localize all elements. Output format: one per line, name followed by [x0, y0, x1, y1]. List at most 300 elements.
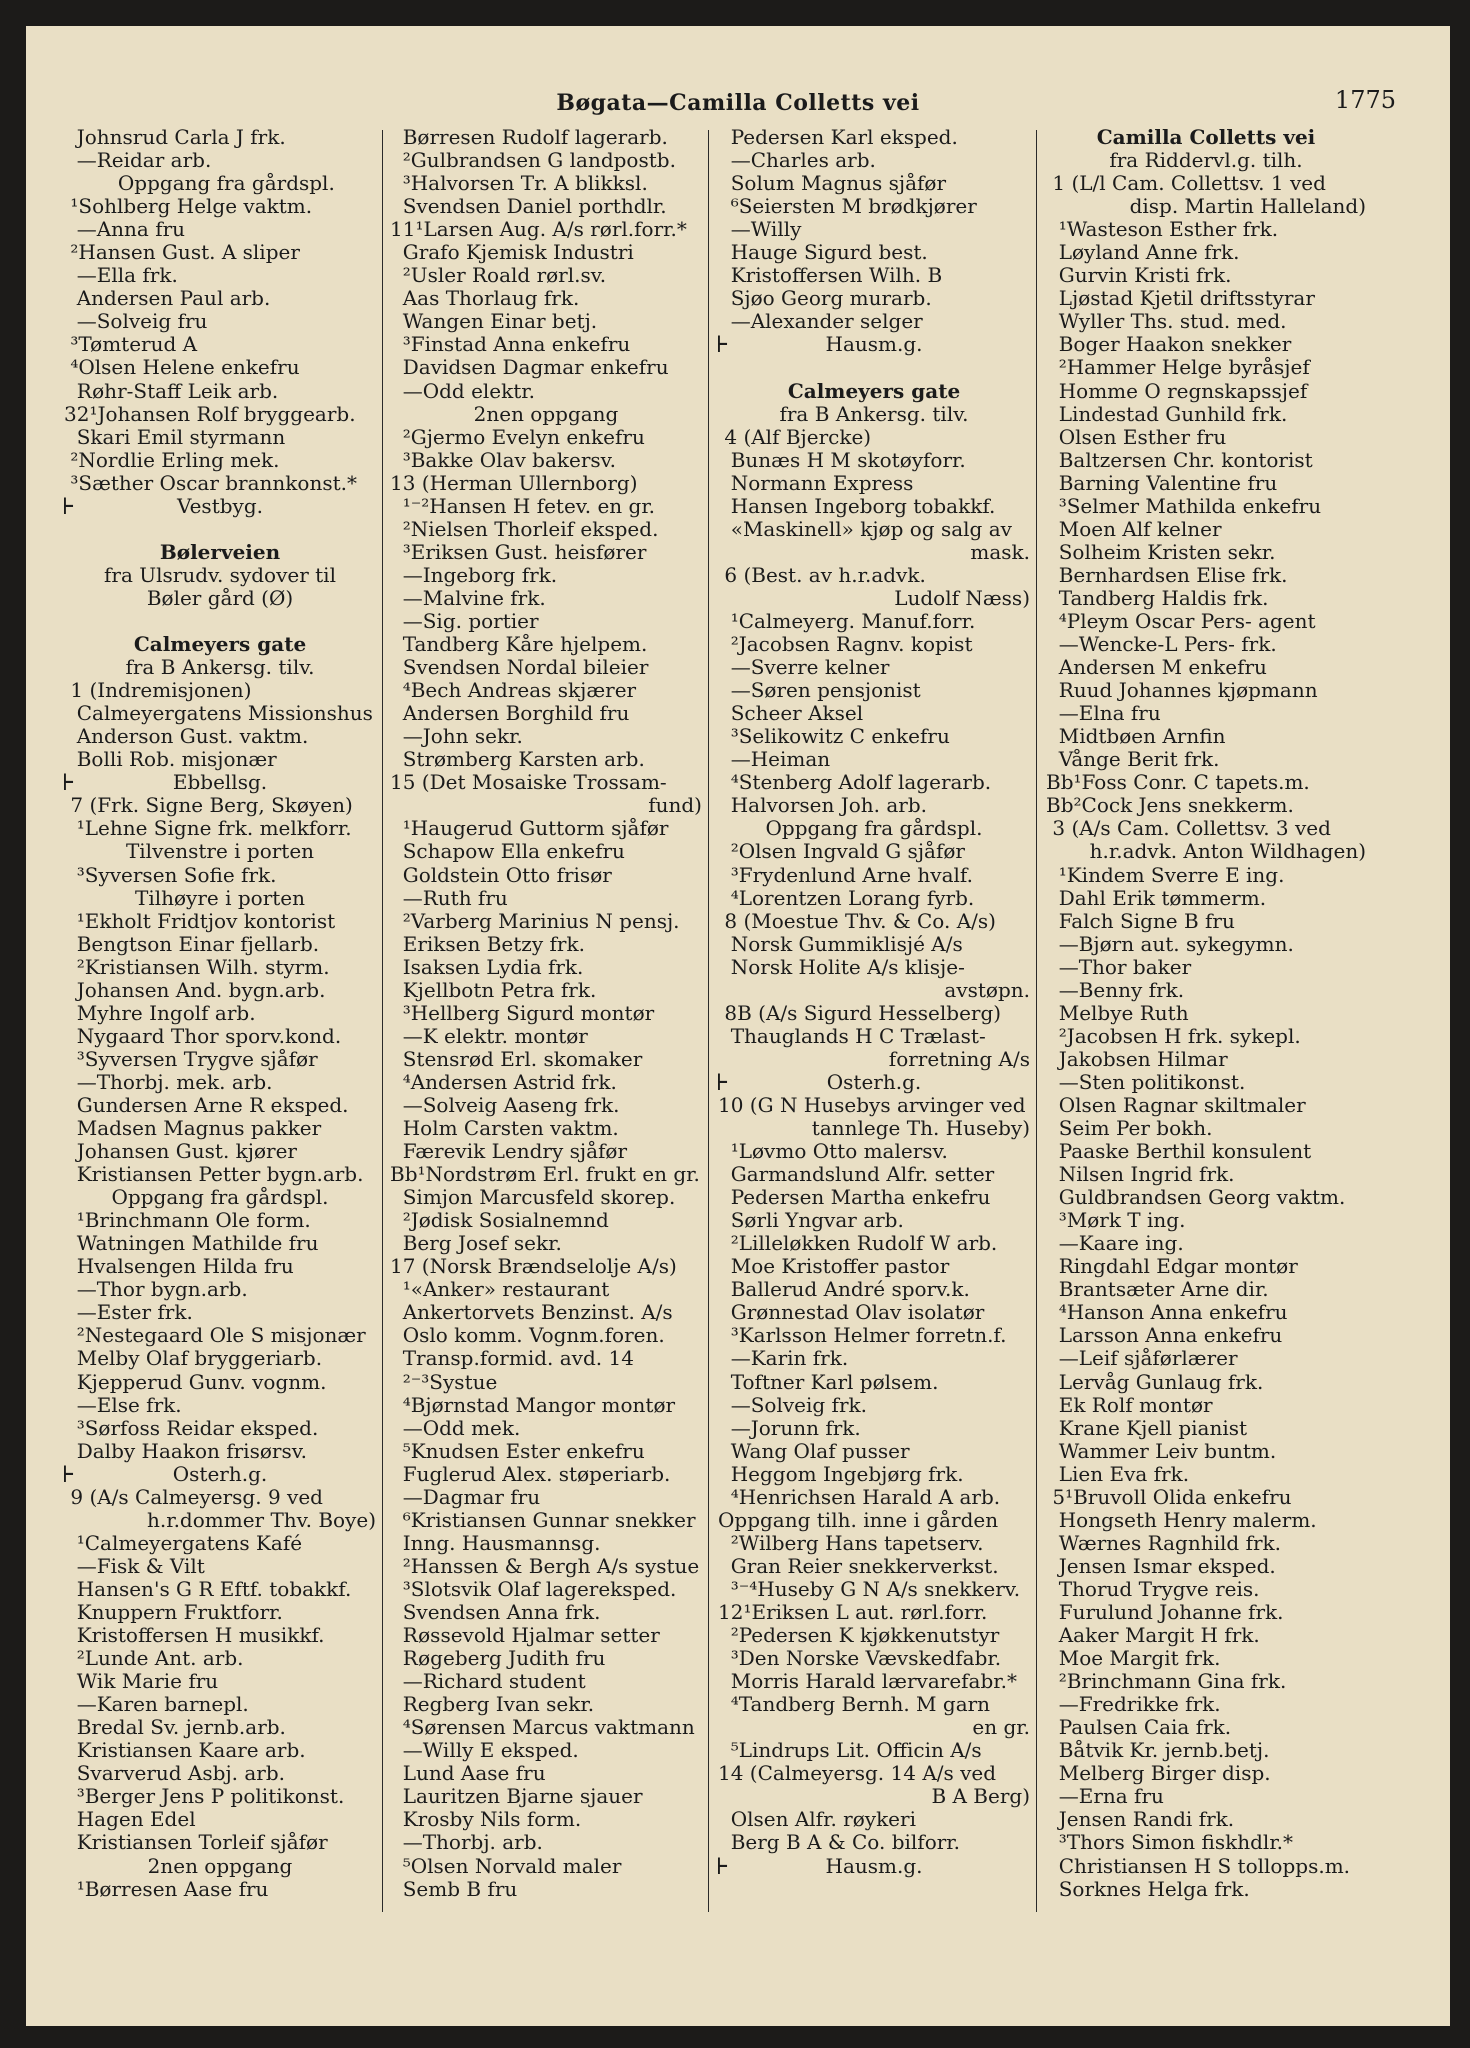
directory-line: —Alexander selger — [718, 310, 923, 334]
cross-street: + Osterh.g. — [718, 1071, 1030, 1094]
directory-line: ³Eriksen Gust. heisfører — [390, 540, 647, 564]
directory-line: ³Syversen Trygve sjåfør — [64, 1047, 318, 1071]
directory-line: ²Lilleløkken Rudolf W arb. — [718, 1232, 998, 1256]
directory-line: Oppgang fra gårdspl. — [111, 1186, 329, 1210]
directory-line: 13 (Herman Ullernborg) — [390, 471, 638, 495]
directory-line: Hagen Edel — [64, 1808, 196, 1832]
directory-line: Davidsen Dagmar enkefru — [390, 356, 669, 380]
directory-line: 11¹Larsen Aug. A/s rørl.forr.* — [390, 218, 687, 242]
directory-line: Calmeyergatens Missionshus — [64, 702, 373, 726]
directory-line: Dahl Erik tømmerm. — [1046, 886, 1267, 910]
directory-line: ¹Ekholt Fridtjov kontorist — [64, 909, 336, 933]
directory-line: Lund Aase fru — [390, 1762, 546, 1786]
directory-line: ²Wilberg Hans tapetserv. — [718, 1531, 984, 1555]
directory-line: ²Jacobsen H frk. sykepl. — [1046, 1024, 1301, 1048]
directory-line: Johnsrud Carla J frk. — [64, 126, 286, 149]
cross-street: + Hausm.g. — [718, 1855, 1030, 1878]
directory-line: Wang Olaf pusser — [718, 1439, 910, 1463]
directory-line: Lien Eva frk. — [1046, 1462, 1190, 1486]
directory-line: —Reidar arb. — [64, 149, 212, 173]
directory-line: ⁴Henrichsen Harald A arb. — [718, 1485, 1001, 1509]
directory-line: Lervåg Gunlaug frk. — [1046, 1370, 1264, 1394]
directory-line: ¹Wasteson Esther frk. — [1046, 218, 1279, 242]
directory-line: ³Bakke Olav bakersv. — [390, 448, 616, 472]
directory-line: —Ester frk. — [64, 1301, 193, 1325]
directory-line: ¹Haugerud Guttorm sjåfør — [390, 817, 669, 841]
directory-line: ²Nielsen Thorleif eksped. — [390, 517, 659, 541]
directory-line: Vånge Berit frk. — [1046, 748, 1220, 772]
directory-line: —Solveig Aaseng frk. — [390, 1093, 620, 1117]
directory-line: fra Ulsrudv. sydover til — [104, 563, 336, 587]
directory-line: fra B Ankersg. tilv. — [125, 656, 315, 680]
directory-line: 2nen oppgang — [473, 402, 619, 426]
column-divider — [382, 130, 383, 1912]
street-heading: Calmeyers gate — [133, 633, 307, 657]
directory-line: ²Gulbrandsen G landpostb. — [390, 149, 676, 173]
directory-line: 7 (Frk. Signe Berg, Skøyen) — [64, 794, 353, 818]
directory-line: forretning A/s — [888, 1047, 1030, 1071]
directory-line: —Bjørn aut. sykegymn. — [1046, 932, 1294, 956]
directory-line: Thorud Trygve reis. — [1046, 1577, 1260, 1601]
directory-line: Garmandslund Alfr. setter — [718, 1163, 995, 1187]
directory-line: —Ingeborg frk. — [390, 563, 558, 587]
directory-line: Aaker Margit H frk. — [1046, 1624, 1260, 1648]
directory-line: Andersen Paul arb. — [64, 287, 271, 311]
directory-line: —Charles arb. — [718, 149, 876, 173]
directory-line: Pedersen Martha enkefru — [718, 1186, 991, 1210]
directory-line: ¹Lehne Signe frk. melkforr. — [64, 817, 352, 841]
directory-line: —Willy — [718, 218, 802, 242]
page-title: Bøgata—Camilla Colletts vei — [556, 90, 920, 116]
directory-line: —Willy E eksped. — [390, 1739, 579, 1763]
directory-line: Bengtson Einar fjellarb. — [64, 932, 320, 956]
directory-line: Svendsen Nordal bileier — [390, 656, 649, 680]
directory-line: 12¹Eriksen L aut. rørl.forr. — [718, 1601, 988, 1624]
directory-line: Watningen Mathilde fru — [64, 1232, 319, 1256]
directory-line: Larsson Anna enkefru — [1046, 1324, 1283, 1348]
directory-line: 8 (Moestue Thv. & Co. A/s) — [718, 909, 996, 933]
directory-line: ³Slotsvik Olaf lagereksped. — [390, 1577, 677, 1601]
directory-line: ¹Brinchmann Ole form. — [64, 1209, 311, 1233]
directory-line: Andersen Borghild fru — [390, 702, 630, 726]
directory-line: Hansen's G R Eftf. tobakkf. — [64, 1577, 352, 1601]
directory-line: —Thorbj. mek. arb. — [64, 1070, 273, 1094]
directory-line: ²Nordlie Erling mek. — [64, 448, 280, 472]
directory-line: Ankertorvets Benzinst. A/s — [390, 1301, 673, 1325]
directory-line: Moen Alf kelner — [1046, 517, 1222, 541]
directory-line: ⁴Sørensen Marcus vaktmann — [390, 1716, 695, 1740]
directory-line: 3 (A/s Cam. Collettsv. 3 ved — [1046, 817, 1331, 841]
directory-line: Jakobsen Hilmar — [1046, 1047, 1228, 1071]
directory-line: Wik Marie fru — [64, 1670, 219, 1694]
directory-line: Kristiansen Torleif sjåfør — [64, 1831, 328, 1855]
directory-line: Boger Haakon snekker — [1046, 333, 1292, 357]
directory-line: Holm Carsten vaktm. — [390, 1117, 619, 1141]
directory-line: ²Kristiansen Wilh. styrm. — [64, 955, 330, 979]
directory-line: Tilhøyre i porten — [134, 886, 306, 910]
directory-line: Røssevold Hjalmar setter — [390, 1624, 660, 1648]
directory-line: ⁴Stenberg Adolf lagerarb. — [718, 771, 992, 795]
directory-line: ³Mørk T ing. — [1046, 1209, 1186, 1233]
page-header — [26, 84, 1450, 124]
directory-line: Melby Olaf bryggeriarb. — [64, 1347, 323, 1371]
directory-line: Jensen Ismar eksped. — [1046, 1554, 1276, 1578]
directory-line: —Thorbj. arb. — [390, 1831, 543, 1855]
directory-line: Knuppern Fruktforr. — [64, 1601, 283, 1624]
directory-line: Berg Josef sekr. — [390, 1232, 562, 1256]
directory-line: ²Pedersen K kjøkkenutstyr — [718, 1624, 1000, 1648]
column-divider — [1036, 130, 1037, 1912]
directory-line: ²Olsen Ingvald G sjåfør — [718, 840, 965, 864]
directory-line: 1 (Indremisjonen) — [64, 679, 252, 703]
directory-line: ³Finstad Anna enkefru — [390, 333, 631, 357]
directory-line: Børresen Rudolf lagerarb. — [390, 126, 668, 149]
directory-line: 32¹Johansen Rolf bryggearb. — [64, 402, 356, 426]
directory-line: mask. — [970, 540, 1030, 564]
directory-line: ⁴Hanson Anna enkefru — [1046, 1301, 1288, 1325]
directory-line: ²Hanssen & Bergh A/s systue — [390, 1554, 700, 1578]
directory-line: 10 (G N Husebys arvinger ved — [718, 1093, 1026, 1117]
directory-line: Semb B fru — [390, 1877, 518, 1901]
directory-line: —Benny frk. — [1046, 978, 1185, 1002]
directory-line: Ludolf Næss) — [894, 586, 1030, 610]
directory-line: disp. Martin Halleland) — [1129, 195, 1366, 219]
directory-line: Tilvenstre i porten — [125, 840, 315, 864]
directory-line: —Jorunn frk. — [718, 1416, 861, 1440]
directory-line: Bredal Sv. jernb.arb. — [64, 1716, 286, 1740]
directory-line: ¹Løvmo Otto malersv. — [718, 1140, 948, 1164]
directory-line: Lindestad Gunhild frk. — [1046, 402, 1288, 426]
directory-line: Tandberg Haldis frk. — [1046, 586, 1269, 610]
directory-line: —Odd mek. — [390, 1416, 521, 1440]
directory-line: Myhre Ingolf arb. — [64, 1001, 256, 1025]
directory-line: Solheim Kristen sekr. — [1046, 540, 1276, 564]
directory-line: Brantsæter Arne dir. — [1046, 1278, 1269, 1302]
directory-line: 5¹Bruvoll Olida enkefru — [1046, 1485, 1292, 1509]
directory-line: ²Lunde Ant. arb. — [64, 1647, 244, 1671]
directory-line: ³Sørfoss Reidar eksped. — [64, 1416, 319, 1440]
directory-line: ³Den Norske Vævskedfabr. — [718, 1647, 1002, 1671]
directory-line: Ruud Johannes kjøpmann — [1046, 679, 1318, 703]
directory-line: Krane Kjell pianist — [1046, 1416, 1248, 1440]
directory-line: en gr. — [972, 1716, 1030, 1740]
directory-line: ³Sæther Oscar brannkonst.* — [64, 471, 357, 495]
directory-line: ³Syversen Sofie frk. — [64, 863, 277, 887]
directory-line: Grønnestad Olav isolatør — [718, 1301, 985, 1325]
directory-line: Wyller Ths. stud. med. — [1046, 310, 1287, 334]
directory-line: Færevik Lendry sjåfør — [390, 1140, 628, 1164]
directory-line: fra Riddervl.g. tilh. — [1109, 149, 1303, 173]
directory-line: B A Berg) — [931, 1785, 1030, 1809]
directory-line: 9 (A/s Calmeyersg. 9 ved — [64, 1485, 323, 1509]
directory-line: ²Varberg Marinius N pensj. — [390, 909, 680, 933]
directory-line: Regberg Ivan sekr. — [390, 1693, 595, 1717]
directory-line: avstøpn. — [944, 978, 1030, 1002]
directory-line: Dalby Haakon frisørsv. — [64, 1439, 307, 1463]
directory-line: ⁴Pleym Oscar Pers- agent — [1046, 609, 1316, 633]
column-divider — [708, 130, 709, 1912]
directory-line: —Heiman — [718, 748, 831, 772]
directory-line: Simjon Marcusfeld skorep. — [390, 1186, 676, 1210]
directory-line: Melbye Ruth — [1046, 1001, 1189, 1025]
directory-line: 2nen oppgang — [147, 1854, 293, 1878]
directory-line: ⁴Andersen Astrid frk. — [390, 1070, 617, 1094]
directory-line: ²Gjermo Evelyn enkefru — [390, 425, 645, 449]
directory-line: Morris Harald lærvarefabr.* — [718, 1670, 1018, 1694]
directory-line: Bb²Cock Jens snekkerm. — [1046, 794, 1294, 818]
directory-line: —Solveig fru — [64, 310, 208, 334]
directory-line: fra B Ankersg. tilv. — [779, 402, 969, 426]
directory-line: —Wencke-L Pers- frk. — [1046, 633, 1277, 657]
directory-line: ³Selmer Mathilda enkefru — [1046, 494, 1322, 518]
column-1 — [64, 126, 376, 2006]
directory-line: Båtvik Kr. jernb.betj. — [1046, 1739, 1270, 1763]
directory-line: ³Frydenlund Arne hvalf. — [718, 863, 973, 887]
directory-line: ²Usler Roald rørl.sv. — [390, 264, 607, 288]
directory-line: tannlege Th. Huseby) — [811, 1117, 1030, 1141]
directory-line: Andersen M enkefru — [1046, 656, 1267, 680]
directory-line: Kristoffersen Wilh. B — [718, 264, 943, 288]
directory-line: 4 (Alf Bjercke) — [718, 425, 872, 449]
directory-line: Ringdahl Edgar montør — [1046, 1255, 1298, 1279]
directory-line: Olsen Ragnar skiltmaler — [1046, 1093, 1306, 1117]
directory-line: Kristoffersen H musikkf. — [64, 1624, 325, 1648]
directory-line: fund) — [648, 794, 702, 818]
directory-line: 1 (L/l Cam. Collettsv. 1 ved — [1046, 172, 1326, 196]
directory-line: Kristiansen Petter bygn.arb. — [64, 1163, 364, 1187]
directory-line: ²Nestegaard Ole S misjonær — [64, 1324, 366, 1348]
directory-line: Svendsen Daniel porthdlr. — [390, 195, 667, 219]
street-heading: Bølerveien — [159, 540, 281, 564]
directory-line: Krosby Nils form. — [390, 1808, 582, 1832]
directory-line: Bb¹Nordstrøm Erl. frukt en gr. — [390, 1163, 700, 1187]
directory-line: Ljøstad Kjetil driftsstyrar — [1046, 287, 1315, 311]
directory-line: ²Hansen Gust. A sliper — [64, 241, 300, 265]
directory-line: ³⁻⁴Huseby G N A/s snekkerv. — [718, 1577, 1021, 1601]
directory-line: —Anna fru — [64, 218, 186, 242]
directory-line: ¹Calmeyergatens Kafé — [64, 1531, 303, 1555]
directory-line: h.r.advk. Anton Wildhagen) — [1089, 840, 1366, 864]
directory-line: Ek Rolf montør — [1046, 1393, 1213, 1417]
directory-line: Moe Margit frk. — [1046, 1647, 1221, 1671]
directory-line: Inng. Hausmannsg. — [390, 1531, 601, 1555]
directory-line: Wangen Einar betj. — [390, 310, 598, 334]
directory-line: —Sig. portier — [390, 609, 539, 633]
directory-line: ³Thors Simon fiskhdlr.* — [1046, 1831, 1294, 1855]
directory-line: ¹Kindem Sverre E ing. — [1046, 863, 1285, 887]
directory-line: —Fredrikke frk. — [1046, 1693, 1221, 1717]
directory-line: —Thor bygn.arb. — [64, 1278, 248, 1302]
directory-line: 6 (Best. av h.r.advk. — [718, 563, 926, 587]
directory-line: —Richard student — [390, 1670, 586, 1694]
directory-line: Heggom Ingebjørg frk. — [718, 1462, 964, 1486]
directory-line: ⁵Knudsen Ester enkefru — [390, 1439, 645, 1463]
street-heading: Calmeyers gate — [787, 379, 961, 403]
directory-line: Barning Valentine fru — [1046, 471, 1278, 495]
directory-line: ⁴Olsen Helene enkefru — [64, 356, 300, 380]
directory-line: Tandberg Kåre hjelpem. — [390, 633, 648, 657]
directory-line: Kjepperud Gunv. vognm. — [64, 1370, 327, 1394]
directory-line: Aas Thorlaug frk. — [390, 287, 580, 311]
directory-line: Oppgang fra gårdspl. — [105, 172, 335, 196]
directory-line: Hansen Ingeborg tobakkf. — [718, 494, 996, 518]
directory-line: Midtbøen Arnfin — [1046, 725, 1226, 749]
directory-line: 14 (Calmeyersg. 14 A/s ved — [718, 1762, 997, 1786]
directory-line: Toftner Karl pølsem. — [718, 1370, 939, 1394]
directory-line: ³Halvorsen Tr. A blikksl. — [390, 172, 648, 196]
directory-line: ¹⁻²Hansen H fetev. en gr. — [390, 494, 656, 518]
directory-line: Oppgang tilh. inne i gården — [718, 1508, 999, 1532]
directory-line: Guldbrandsen Georg vaktm. — [1046, 1186, 1346, 1210]
directory-line: Paulsen Caia frk. — [1046, 1716, 1232, 1740]
directory-line: 15 (Det Mosaiske Trossam- — [390, 771, 667, 795]
directory-line: ¹Sohlberg Helge vaktm. — [64, 195, 313, 219]
directory-line: Bunæs H M skotøyforr. — [718, 448, 966, 472]
directory-line: Svendsen Anna frk. — [390, 1601, 601, 1624]
directory-line: —Else frk. — [64, 1393, 182, 1417]
directory-line: Madsen Magnus pakker — [64, 1117, 322, 1141]
directory-line: —Dagmar fru — [390, 1485, 541, 1509]
directory-line: ⁶Seiersten M brødkjører — [718, 195, 977, 219]
directory-line: Sørli Yngvar arb. — [718, 1209, 904, 1233]
directory-line: Isaksen Lydia frk. — [390, 955, 584, 979]
directory-line: —Ruth fru — [390, 886, 508, 910]
directory-line: Nilsen Ingrid frk. — [1046, 1163, 1235, 1187]
directory-line: ¹Børresen Aase fru — [64, 1877, 269, 1901]
directory-line: Eriksen Betzy frk. — [390, 932, 585, 956]
directory-line: Stensrød Erl. skomaker — [390, 1047, 643, 1071]
directory-line: ⁵Olsen Norvald maler — [390, 1854, 622, 1878]
directory-line: —Sverre kelner — [718, 656, 890, 680]
directory-line: Johansen Gust. kjører — [64, 1140, 297, 1164]
directory-line: Seim Per bokh. — [1046, 1117, 1213, 1141]
directory-line: Jensen Randi frk. — [1046, 1808, 1235, 1832]
directory-line — [64, 610, 376, 633]
cross-street: + Vestbyg. — [64, 495, 376, 518]
directory-line: Norsk Holite A/s klisje- — [718, 955, 965, 979]
directory-line: Bernhardsen Elise frk. — [1046, 563, 1288, 587]
directory-line: Pedersen Karl eksped. — [718, 126, 958, 149]
directory-line: Røhr-Staff Leik arb. — [64, 379, 279, 403]
cross-street: + Osterh.g. — [64, 1463, 376, 1486]
directory-line: Paaske Berthil konsulent — [1046, 1140, 1312, 1164]
street-heading: Camilla Colletts vei — [1096, 126, 1316, 149]
directory-line: Skari Emil styrmann — [64, 425, 286, 449]
directory-line: —Karen barnepl. — [64, 1693, 249, 1717]
directory-line: Transp.formid. avd. 14 — [390, 1347, 634, 1371]
directory-line: Scheer Aksel — [718, 702, 864, 726]
directory-line: —Fisk & Vilt — [64, 1554, 205, 1578]
directory-line: 8B (A/s Sigurd Hesselberg) — [718, 1001, 1002, 1025]
directory-line: ⁴Lorentzen Lorang fyrb. — [718, 886, 975, 910]
directory-line: Løyland Anne frk. — [1046, 241, 1240, 265]
directory-line: ⁵Lindrups Lit. Officin A/s — [718, 1739, 982, 1763]
directory-line: —Solveig frk. — [718, 1393, 867, 1417]
directory-line: —John sekr. — [390, 725, 523, 749]
directory-line: Røgeberg Judith fru — [390, 1647, 606, 1671]
directory-line: —Søren pensjonist — [718, 679, 921, 703]
directory-line: ²⁻³Systue — [390, 1370, 498, 1394]
directory-line: Homme O regnskapssjef — [1046, 379, 1308, 403]
cross-street: + Hausm.g. — [718, 333, 1030, 356]
directory-line: —Leif sjåførlærer — [1046, 1347, 1238, 1371]
directory-line: Sjøo Georg murarb. — [718, 287, 932, 311]
directory-line: ²Brinchmann Gina frk. — [1046, 1670, 1287, 1694]
directory-line: Kjellbotn Petra frk. — [390, 978, 597, 1002]
directory-line: ⁴Bjørnstad Mangor montør — [390, 1393, 676, 1417]
directory-line: Christiansen H S tollopps.m. — [1046, 1854, 1351, 1878]
directory-line: ⁶Kristiansen Gunnar snekker — [390, 1508, 696, 1532]
directory-line: Hvalsengen Hilda fru — [64, 1255, 294, 1279]
directory-line: —K elektr. montør — [390, 1024, 588, 1048]
directory-line: ²Jødisk Sosialnemnd — [390, 1209, 609, 1233]
directory-line: Melberg Birger disp. — [1046, 1762, 1271, 1786]
column-3 — [718, 126, 1030, 2006]
directory-line: Oppgang fra gårdspl. — [765, 817, 983, 841]
directory-line: —Malvine frk. — [390, 586, 546, 610]
directory-line: —Karin frk. — [718, 1347, 849, 1371]
directory-line: Normann Express — [718, 471, 914, 495]
directory-line: —Thor baker — [1046, 955, 1192, 979]
directory-line: Fuglerud Alex. støperiarb. — [390, 1462, 671, 1486]
directory-line: —Ella frk. — [64, 264, 178, 288]
directory-line: Furulund Johanne frk. — [1046, 1601, 1284, 1624]
directory-page — [26, 26, 1450, 2026]
page-number: 1775 — [1334, 86, 1396, 114]
directory-line: Ballerud André sporv.k. — [718, 1278, 970, 1302]
directory-line: ¹«Anker» restaurant — [390, 1278, 610, 1302]
directory-line: Nygaard Thor sporv.kond. — [64, 1024, 342, 1048]
directory-line: Bolli Rob. misjonær — [64, 748, 277, 772]
directory-line: ³Tømterud A — [64, 333, 198, 357]
column-2 — [390, 126, 702, 2006]
directory-line: Baltzersen Chr. kontorist — [1046, 448, 1313, 472]
directory-line: Bb¹Foss Conr. C tapets.m. — [1046, 771, 1310, 795]
directory-line: ³Berger Jens P politikonst. — [64, 1785, 345, 1809]
directory-line: Solum Magnus sjåfør — [718, 172, 947, 196]
directory-line: Gran Reier snekkerverkst. — [718, 1554, 999, 1578]
directory-line: Moe Kristoffer pastor — [718, 1255, 950, 1279]
directory-line: —Elna fru — [1046, 702, 1161, 726]
directory-line: Kristiansen Kaare arb. — [64, 1739, 306, 1763]
directory-line: Hauge Sigurd best. — [718, 241, 928, 265]
directory-line: ⁴Tandberg Bernh. M garn — [718, 1693, 991, 1717]
directory-line: Strømberg Karsten arb. — [390, 748, 645, 772]
directory-line: —Odd elektr. — [390, 379, 536, 403]
directory-line: 17 (Norsk Brændselolje A/s) — [390, 1255, 677, 1279]
directory-line: Olsen Esther fru — [1046, 425, 1227, 449]
directory-line: Bøler gård (Ø) — [146, 586, 294, 610]
directory-line: Falch Signe B fru — [1046, 909, 1235, 933]
directory-line: ³Karlsson Helmer forretn.f. — [718, 1324, 1007, 1348]
directory-line: Goldstein Otto frisør — [390, 863, 612, 887]
directory-line: Gurvin Kristi frk. — [1046, 264, 1232, 288]
directory-line: Grafo Kjemisk Industri — [390, 241, 634, 265]
directory-line: Johansen And. bygn.arb. — [64, 978, 326, 1002]
directory-line: ³Hellberg Sigurd montør — [390, 1001, 655, 1025]
directory-line: —Kaare ing. — [1046, 1232, 1184, 1256]
directory-line: Wammer Leiv buntm. — [1046, 1439, 1277, 1463]
directory-line: Wærnes Ragnhild frk. — [1046, 1531, 1282, 1555]
directory-line: —Erna fru — [1046, 1785, 1164, 1809]
directory-line: Halvorsen Joh. arb. — [718, 794, 928, 818]
directory-line: «Maskinell» kjøp og salg av — [718, 517, 1012, 541]
directory-line: ²Hammer Helge byråsjef — [1046, 356, 1310, 380]
directory-line: Oslo komm. Vognm.foren. — [390, 1324, 665, 1348]
directory-line: h.r.dommer Thv. Boye) — [146, 1508, 376, 1532]
directory-line: Thauglands H C Trælast- — [718, 1024, 986, 1048]
directory-line: Schapow Ella enkefru — [390, 840, 625, 864]
